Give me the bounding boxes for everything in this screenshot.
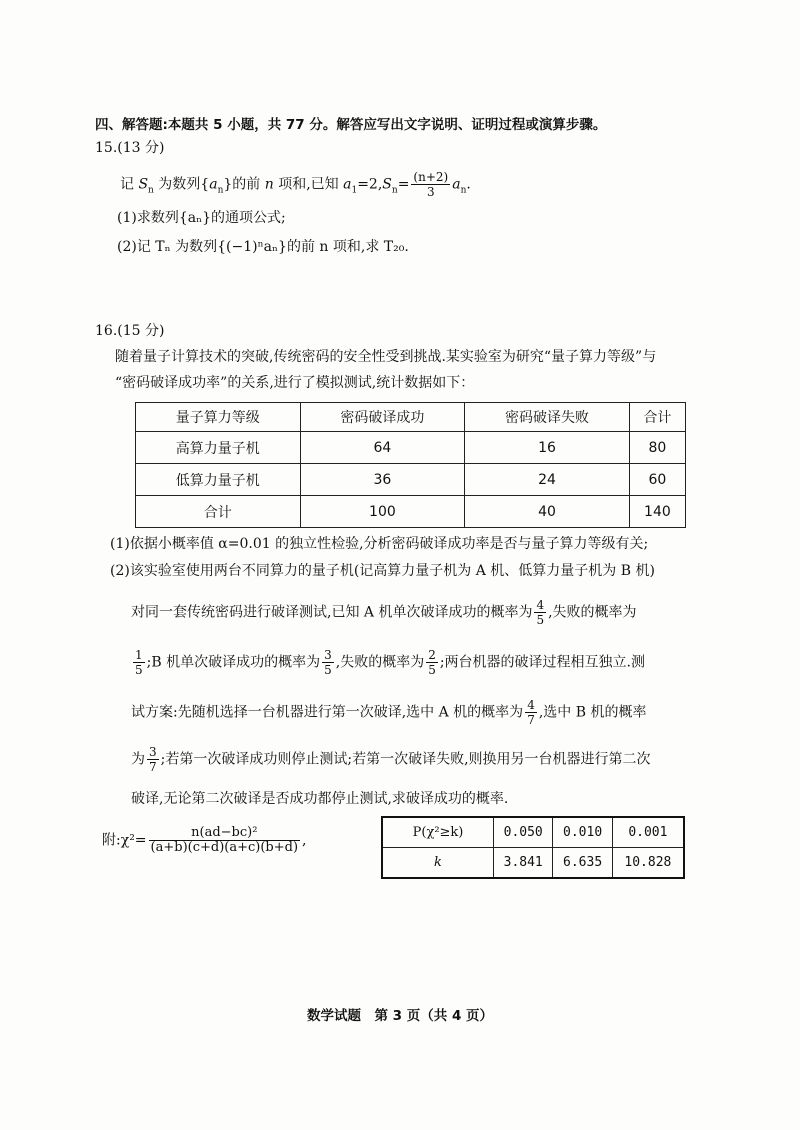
table-header-cell: 密码破译失败	[465, 403, 630, 432]
table-cell: k	[382, 848, 494, 879]
table-cell: 24	[465, 464, 630, 496]
table-row	[382, 817, 684, 848]
table-cell: P(χ²≥k)	[382, 817, 494, 848]
q15-part2: (2)记 Tₙ 为数列{(−1)ⁿaₙ}的前 n 项和,求 T₂₀.	[117, 239, 409, 255]
chi-square-fraction: $\frac{\text{n(ad−bc)²}}{(a+b)(c+d)(a+c)(b+d)}$	[150, 825, 299, 855]
q16-part1: (1)依据小概率值 α=0.01 的独立性检验,分析密码破译成功率是否与量子算力等级有关;	[110, 536, 649, 552]
table-cell: 100	[300, 496, 465, 528]
table-cell: 60	[629, 464, 685, 496]
fraction-a-success: $\frac{4}{5}$	[536, 598, 545, 627]
table-header-cell: 合计	[629, 403, 685, 432]
q16-number: 16.(15 分)	[95, 323, 165, 339]
q15-part1: (1)求数列{aₙ}的通项公式;	[117, 210, 286, 226]
fraction-a-fail: $\frac{1}{5}$	[135, 648, 143, 677]
q16-part2-line4: 试方案:先随机选择一台机器进行第一次破译,选中 A 机的概率为 $\frac{4}{7}$ ,选中 B 机的概率	[131, 698, 647, 727]
quantum-data-table	[135, 402, 686, 528]
table-cell: 0.001	[612, 817, 684, 848]
q16-intro-line1: 随着量子计算技术的突破,传统密码的安全性受到挑战.某实验室为研究“量子算力等级”与	[115, 349, 657, 365]
table-cell: 6.635	[553, 848, 612, 879]
q15-intro: 记 $S_n$ 为数列$\{a_n\}$的前 n 项和,已知 $a_1=2,S_n=$ $\frac{(n+2)}{3}$ $a_n$.	[120, 170, 471, 199]
table-cell: 140	[629, 496, 685, 528]
table-row	[382, 848, 684, 879]
fraction-b-success: $\frac{3}{5}$	[324, 648, 332, 677]
table-cell: 64	[300, 432, 465, 464]
q16-part2-line3: $\frac{1}{5}$ ;B 机单次破译成功的概率为 $\frac{3}{5}$ ,失败的概率为 $\frac{2}{5}$ ;两台机器的破译过程相互独立.测	[135, 648, 646, 677]
table-row	[136, 496, 686, 528]
q15-fraction: $\frac{(n+2)}{3}$	[413, 170, 449, 199]
q16-intro-line2: “密码破译成功率”的关系,进行了模拟测试,统计数据如下：	[115, 375, 475, 391]
table-row	[136, 464, 686, 496]
table-cell: 3.841	[494, 848, 553, 879]
section-heading: 四、解答题:本题共 5 小题，共 77 分。解答应写出文字说明、证明过程或演算步骤。	[95, 117, 607, 133]
table-cell: 0.050	[494, 817, 553, 848]
table-header-cell: 量子算力等级	[136, 403, 301, 432]
table-cell: 80	[629, 432, 685, 464]
q15-number: 15.(13 分)	[95, 140, 165, 156]
chi-square-formula: 附:χ²= $\frac{\text{n(ad−bc)²}}{(a+b)(c+d)(a+c)(b+d)}$ ,	[102, 825, 307, 855]
table-header-row	[136, 403, 686, 432]
q16-part2-line2: 对同一套传统密码进行破译测试,已知 A 机单次破译成功的概率为 $\frac{4}{5}$ ,失败的概率为	[131, 598, 637, 627]
fraction-choose-b: $\frac{3}{7}$	[149, 745, 157, 774]
table-cell: 低算力量子机	[136, 464, 301, 496]
fraction-choose-a: $\frac{4}{7}$	[527, 698, 535, 727]
table-cell: 0.010	[553, 817, 612, 848]
q16-part2-line5: 为 $\frac{3}{7}$ ;若第一次破译成功则停止测试;若第一次破译失败,则换用另一台机器进行第二次	[131, 745, 651, 774]
table-cell: 36	[300, 464, 465, 496]
q16-part2-line1: (2)该实验室使用两台不同算力的量子机(记高算力量子机为 A 机、低算力量子机为 B 机)	[110, 563, 655, 579]
table-cell: 16	[465, 432, 630, 464]
q16-part2-line6: 破译,无论第二次破译是否成功都停止测试,求破译成功的概率.	[131, 791, 509, 807]
table-cell: 10.828	[612, 848, 684, 879]
table-header-cell: 密码破译成功	[300, 403, 465, 432]
table-row	[136, 432, 686, 464]
table-cell: 高算力量子机	[136, 432, 301, 464]
page-footer: 数学试题 第 3 页（共 4 页）	[306, 1008, 494, 1024]
fraction-b-fail: $\frac{2}{5}$	[428, 648, 436, 677]
table-cell: 40	[465, 496, 630, 528]
critical-value-table	[381, 816, 685, 879]
table-cell: 合计	[136, 496, 301, 528]
